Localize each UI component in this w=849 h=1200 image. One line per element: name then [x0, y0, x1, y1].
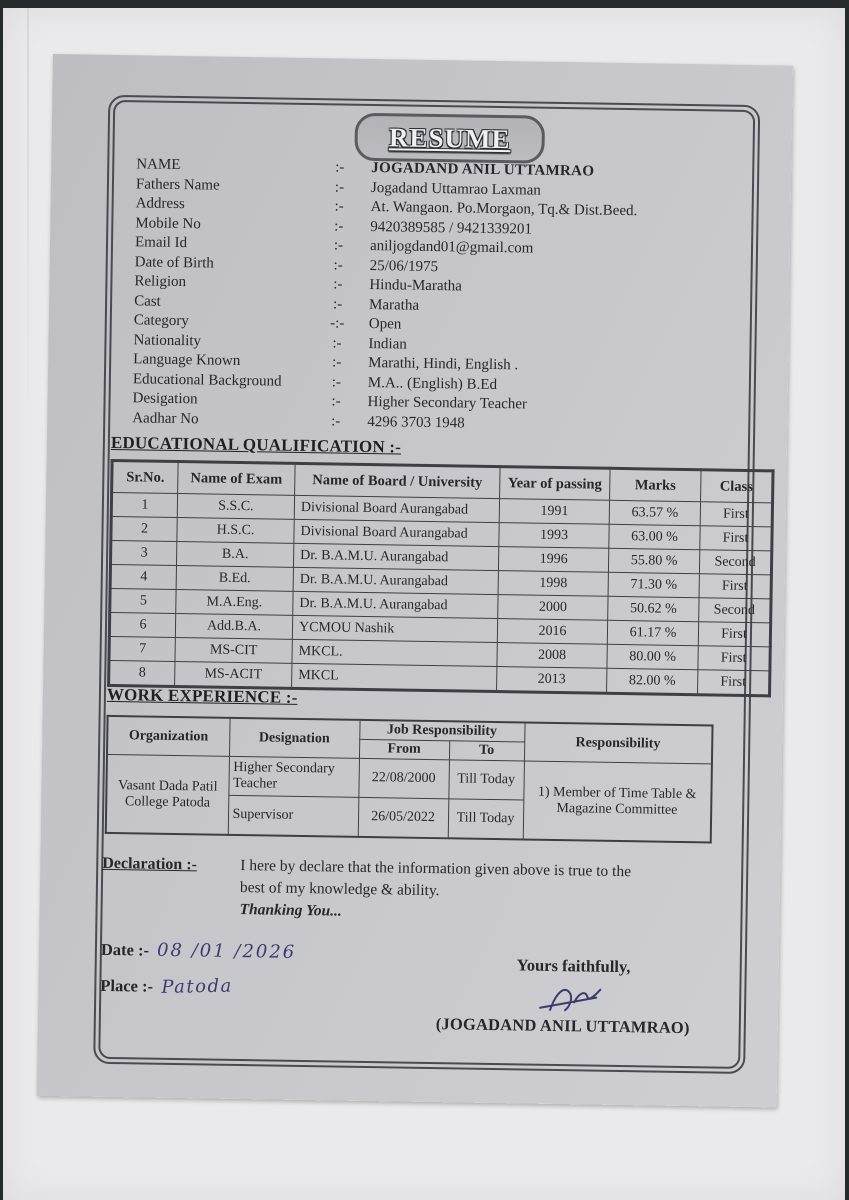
edu-cell: 3	[110, 540, 176, 565]
detail-value: Open	[368, 315, 402, 333]
edu-cell: Dr. B.A.M.U. Aurangabad	[293, 543, 498, 570]
edu-cell: 2016	[497, 619, 607, 645]
personal-details	[132, 155, 746, 438]
detail-separator: :-	[333, 237, 344, 254]
edu-cell: 50.62 %	[608, 596, 699, 621]
edu-cell: Divisional Board Aurangabad	[294, 519, 499, 546]
edu-column-header: Name of Board / University	[295, 463, 500, 498]
detail-value: 4296 3703 1948	[367, 413, 465, 432]
detail-label: Date of Birth	[134, 253, 215, 272]
detail-separator: :-	[331, 354, 342, 371]
edu-cell: 82.00 %	[607, 668, 698, 694]
edu-cell: MS-ACIT	[175, 661, 292, 688]
edu-cell: First	[700, 526, 772, 551]
signature-printed-name: (JOGADAND ANIL UTTAMRAO)	[435, 1014, 690, 1038]
work-col-organization: Organization	[107, 716, 230, 756]
edu-cell: 63.00 %	[609, 524, 700, 549]
edu-cell: 55.80 %	[608, 548, 699, 573]
edu-cell: 6	[109, 612, 175, 637]
declaration-thanks: Thanking You...	[239, 901, 342, 920]
detail-label: Language Known	[133, 351, 241, 369]
edu-column-header: Name of Exam	[178, 462, 295, 496]
declaration-line: best of my knowledge & ability.	[239, 879, 440, 900]
work-organization: Vasant Dada Patil College Patoda	[106, 754, 229, 834]
edu-column-header: Marks	[610, 468, 701, 501]
detail-label: Desigation	[132, 390, 198, 408]
work-experience-heading: WORK EXPERIENCE :-	[106, 684, 298, 707]
detail-label: Cast	[134, 292, 161, 310]
detail-value: aniljogdand01@gmail.com	[369, 238, 534, 257]
edu-cell: 5	[110, 588, 176, 613]
declaration-text	[239, 855, 680, 928]
work-responsibility: 1) Member of Time Table & Magazine Committee	[523, 761, 712, 842]
detail-label: Religion	[134, 273, 187, 291]
edu-cell: B.Ed.	[176, 566, 293, 592]
edu-cell: B.A.	[176, 542, 293, 568]
work-col-from: From	[359, 739, 449, 759]
detail-value: Hindu-Maratha	[369, 276, 462, 295]
detail-value: Maratha	[368, 296, 420, 314]
edu-cell: 2008	[497, 643, 607, 669]
edu-cell: Second	[699, 550, 771, 575]
detail-label: Educational Background	[132, 370, 282, 390]
edu-column-header: Sr.No.	[112, 460, 178, 493]
place-label: Place :-	[100, 975, 154, 996]
edu-cell: 71.30 %	[608, 572, 699, 597]
detail-label: Nationality	[133, 331, 202, 349]
edu-cell: Divisional Board Aurangabad	[294, 495, 499, 522]
place-handwritten: Patoda	[160, 975, 233, 998]
edu-cell: 1991	[499, 499, 609, 525]
detail-separator: :-	[334, 198, 344, 215]
edu-cell: 61.17 %	[607, 620, 698, 645]
detail-separator: :-	[331, 393, 341, 410]
detail-label: Mobile No	[135, 214, 201, 232]
edu-cell: Dr. B.A.M.U. Aurangabad	[293, 591, 498, 618]
edu-cell: 63.57 %	[609, 500, 700, 525]
detail-label: Email Id	[134, 234, 188, 252]
detail-separator: :-	[334, 178, 345, 196]
edu-cell: Second	[699, 598, 771, 623]
edu-cell: First	[700, 502, 772, 527]
work-experience-table	[105, 715, 714, 844]
edu-cell: M.A.Eng.	[176, 589, 293, 615]
detail-value: Indian	[368, 335, 407, 353]
edu-column-header: Year of passing	[500, 467, 610, 501]
date-label: Date :-	[100, 939, 150, 960]
detail-label: Aadhar No	[132, 409, 199, 427]
detail-value: Marathi, Hindi, English .	[368, 354, 519, 374]
work-designation: Higher Secondary Teacher	[228, 756, 359, 797]
edu-cell: First	[698, 622, 770, 647]
edu-cell: 4	[110, 564, 176, 589]
edu-cell: MKCL.	[292, 639, 497, 666]
date-row	[101, 939, 297, 963]
detail-label: Fathers Name	[135, 175, 220, 194]
detail-value: 25/06/1975	[369, 257, 439, 275]
edu-cell: 7	[109, 636, 175, 661]
edu-cell: MS-CIT	[175, 637, 292, 663]
detail-separator: -:-	[330, 315, 345, 332]
work-from: 22/08/2000	[358, 758, 449, 798]
work-col-to: To	[449, 741, 524, 761]
work-from: 26/05/2022	[358, 797, 449, 838]
detail-separator: :-	[334, 217, 344, 235]
edu-column-header: Class	[701, 470, 773, 503]
declaration-label: Declaration :-	[102, 854, 198, 874]
detail-value: M.A.. (English) B.Ed	[367, 374, 498, 393]
edu-cell: 1996	[498, 547, 608, 573]
edu-cell: H.S.C.	[177, 518, 294, 544]
edu-cell: First	[699, 574, 771, 599]
place-row	[100, 975, 232, 998]
work-to: Till Today	[448, 799, 524, 840]
edu-cell: 2013	[497, 667, 607, 694]
detail-separator: :-	[333, 256, 343, 274]
detail-label: Address	[135, 195, 185, 213]
resume-title-badge	[354, 113, 545, 164]
resume-page	[37, 54, 793, 1107]
resume-title: RESUME	[388, 121, 511, 154]
work-col-responsibility: Responsibility	[524, 722, 713, 763]
edu-cell: 80.00 %	[607, 644, 698, 669]
detail-separator: :-	[331, 373, 342, 391]
edu-cell: 8	[109, 660, 175, 686]
detail-value: Jogadand Uttamrao Laxman	[370, 179, 541, 199]
detail-value: At. Wangaon. Po.Morgaon, Tq.& Dist.Beed.	[370, 199, 638, 220]
edu-cell: 1993	[499, 523, 609, 549]
education-table	[107, 459, 774, 697]
detail-label: Category	[133, 312, 189, 330]
date-handwritten: 08 /01 /2026	[156, 939, 297, 963]
detail-value: JOGADAND ANIL UTTAMRAO	[371, 160, 595, 180]
edu-cell: 2	[111, 516, 177, 541]
detail-separator: :-	[335, 159, 345, 176]
paper-sheet	[3, 8, 845, 1200]
edu-cell: Add.B.A.	[175, 613, 292, 639]
declaration-line: I here by declare that the information given above is true to the	[240, 857, 632, 881]
detail-value: Higher Secondary Teacher	[367, 393, 528, 413]
edu-cell: First	[698, 670, 770, 696]
edu-cell: First	[698, 646, 770, 671]
education-heading: EDUCATIONAL QUALIFICATION :-	[110, 432, 402, 457]
detail-label: NAME	[136, 156, 181, 174]
work-designation: Supervisor	[228, 795, 359, 837]
detail-separator: :-	[332, 334, 342, 352]
edu-cell: MKCL	[292, 663, 497, 691]
work-to: Till Today	[448, 760, 524, 800]
detail-separator: :-	[331, 412, 341, 430]
detail-separator: :-	[333, 276, 343, 293]
work-col-designation: Designation	[229, 718, 360, 759]
detail-separator: :-	[332, 295, 343, 313]
edu-cell: 1998	[498, 571, 608, 597]
edu-cell: 2000	[498, 595, 608, 621]
detail-value: 9420389585 / 9421339201	[370, 218, 533, 238]
edu-cell: Dr. B.A.M.U. Aurangabad	[293, 567, 498, 594]
edu-cell: 1	[111, 492, 177, 517]
closing-salutation: Yours faithfully,	[516, 955, 631, 977]
edu-cell: S.S.C.	[177, 494, 294, 520]
edu-cell: YCMOU Nashik	[292, 615, 497, 642]
work-col-job-responsibility: Job Responsibility	[359, 720, 524, 742]
